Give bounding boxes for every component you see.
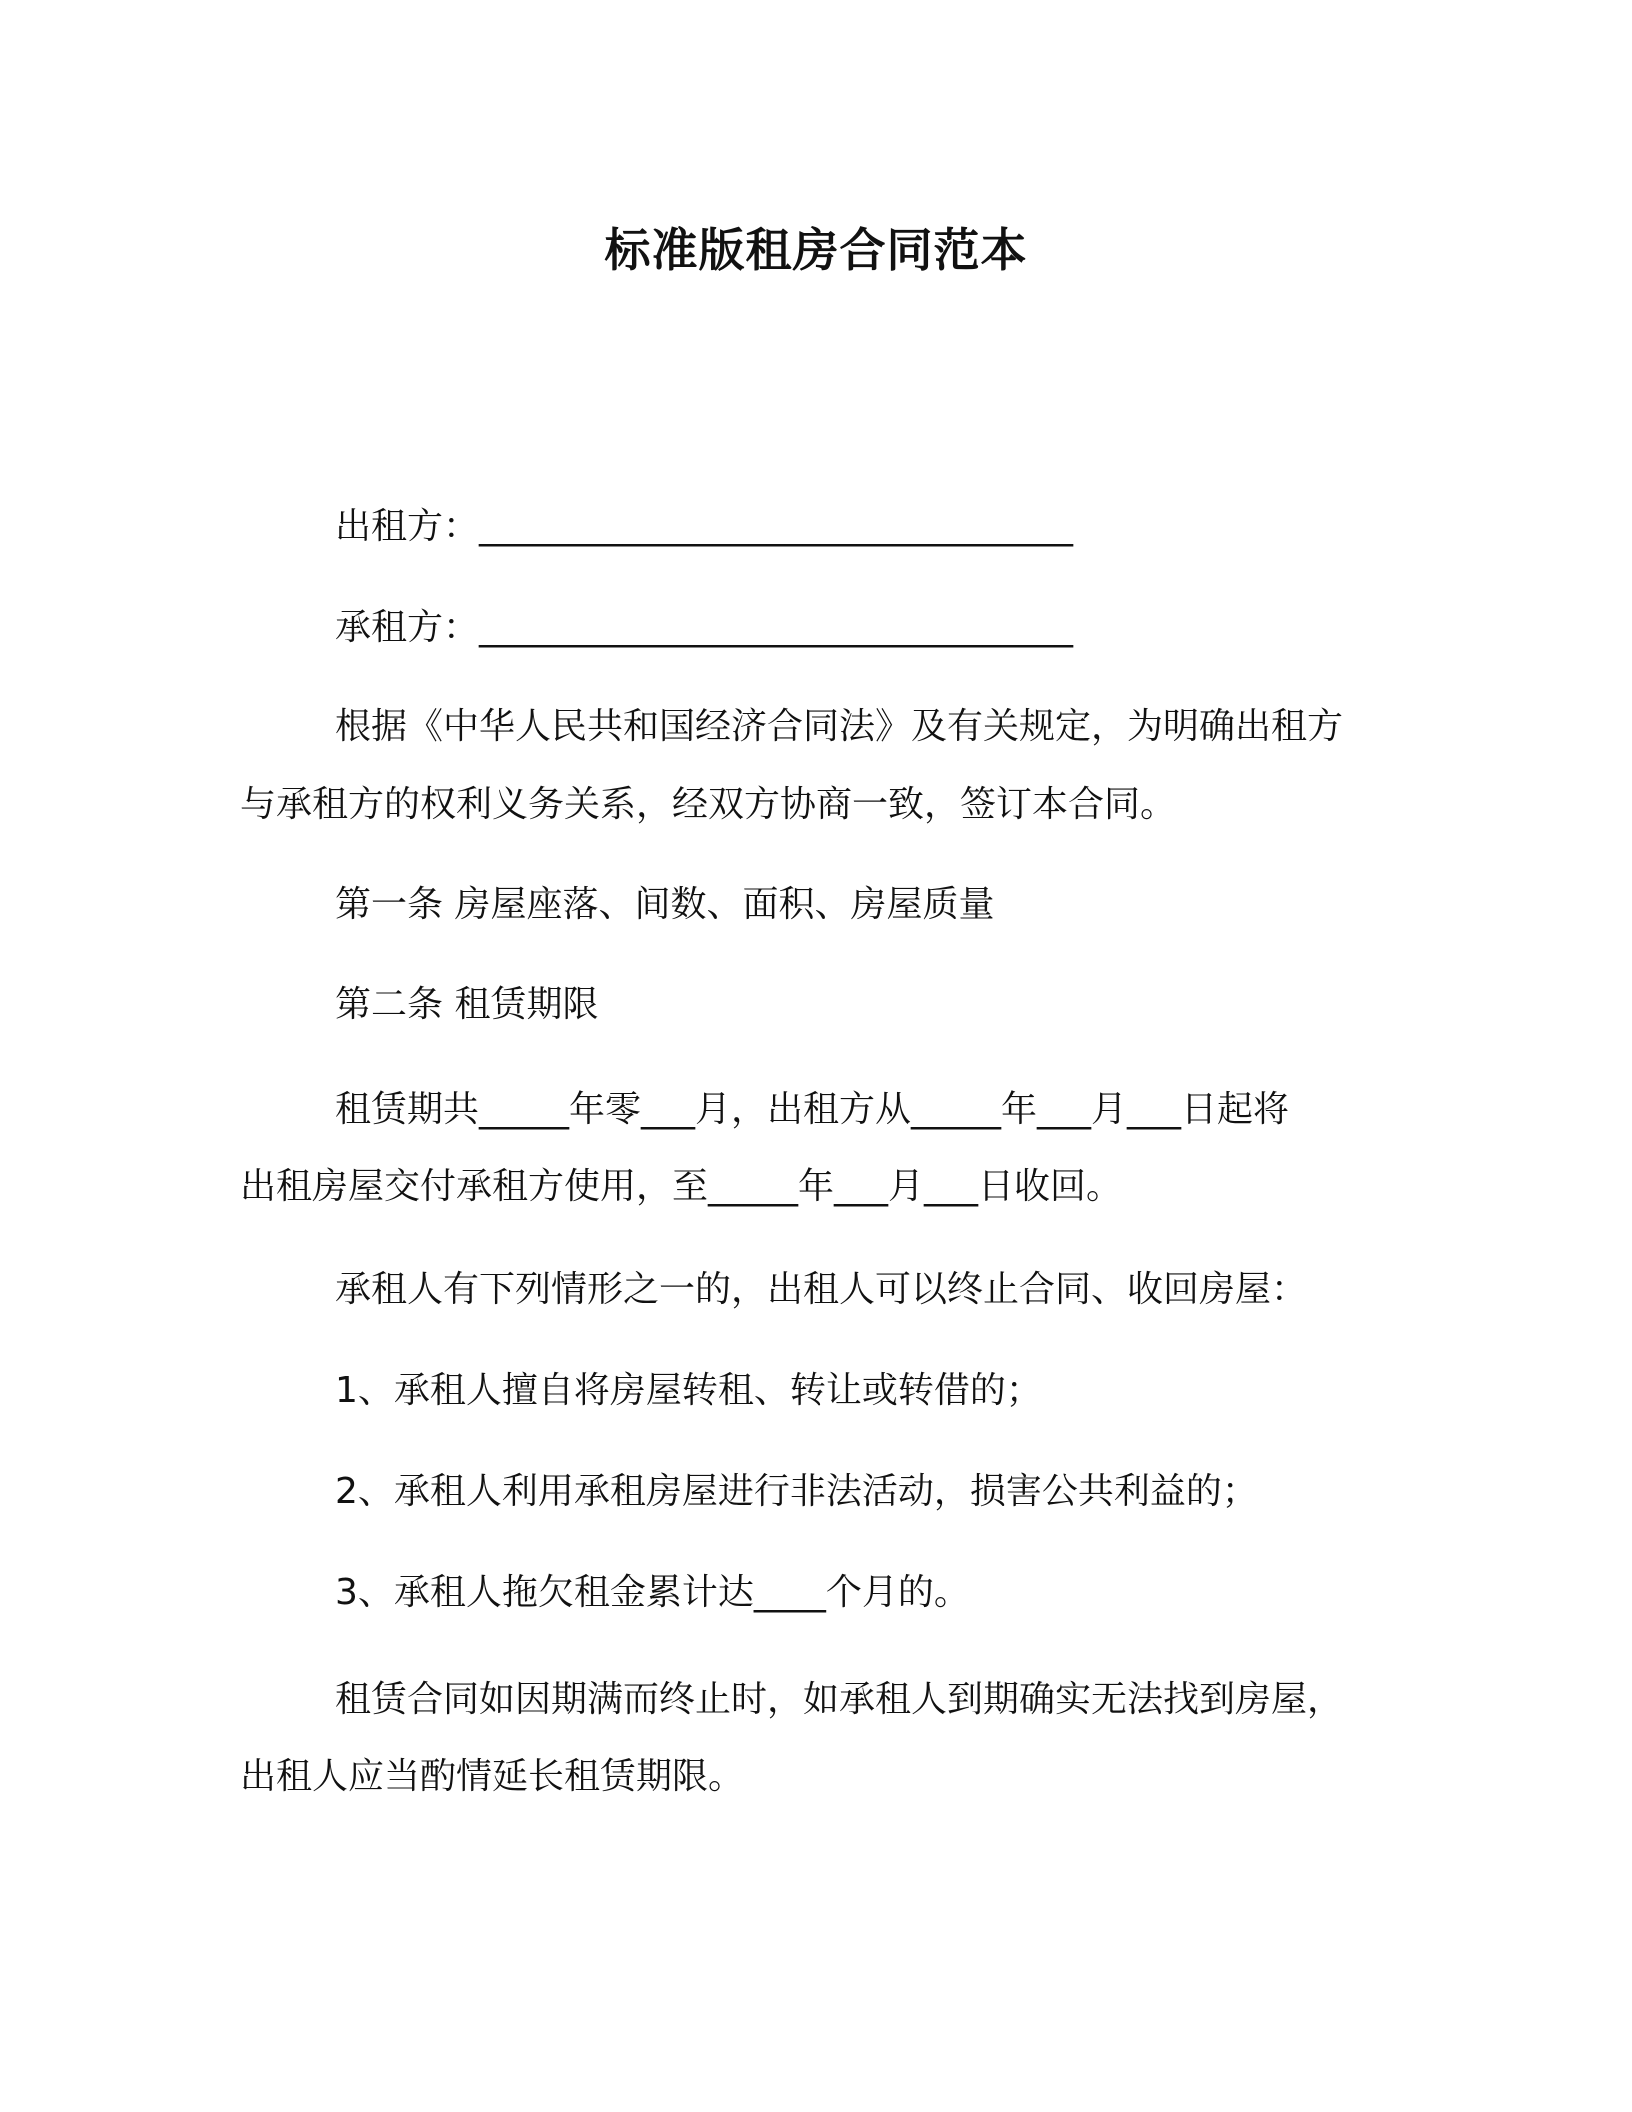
article-1-heading: 第一条 房屋座落、间数、面积、房屋质量 xyxy=(335,884,995,925)
lease-term-line-2: 出租房屋交付承租方使用，至_____年___月___日收回。 xyxy=(240,1166,1123,1207)
termination-item-2: 2、承租人利用承租房屋进行非法活动，损害公共利益的； xyxy=(335,1471,1258,1512)
lessor-line: 出租方：_________________________________ xyxy=(335,506,1074,547)
lease-term-line-1: 租赁期共_____年零___月，出租方从_____年___月___日起将 xyxy=(335,1089,1290,1130)
renewal-line-2: 出租人应当酌情延长租赁期限。 xyxy=(240,1756,745,1797)
termination-item-1: 1、承租人擅自将房屋转租、转让或转借的； xyxy=(335,1370,1042,1411)
termination-intro: 承租人有下列情形之一的，出租人可以终止合同、收回房屋： xyxy=(335,1269,1308,1310)
renewal-line-1: 租赁合同如因期满而终止时，如承租人到期确实无法找到房屋， xyxy=(335,1679,1344,1720)
lessee-line: 承租方：_________________________________ xyxy=(335,607,1074,648)
preamble-line-2: 与承租方的权利义务关系，经双方协商一致，签订本合同。 xyxy=(240,784,1177,825)
termination-item-3: 3、承租人拖欠租金累计达____个月的。 xyxy=(335,1572,970,1613)
article-2-heading: 第二条 租赁期限 xyxy=(335,984,599,1025)
document-title: 标准版租房合同范本 xyxy=(604,223,1028,277)
preamble-line-1: 根据《中华人民共和国经济合同法》及有关规定，为明确出租方 xyxy=(335,706,1344,747)
